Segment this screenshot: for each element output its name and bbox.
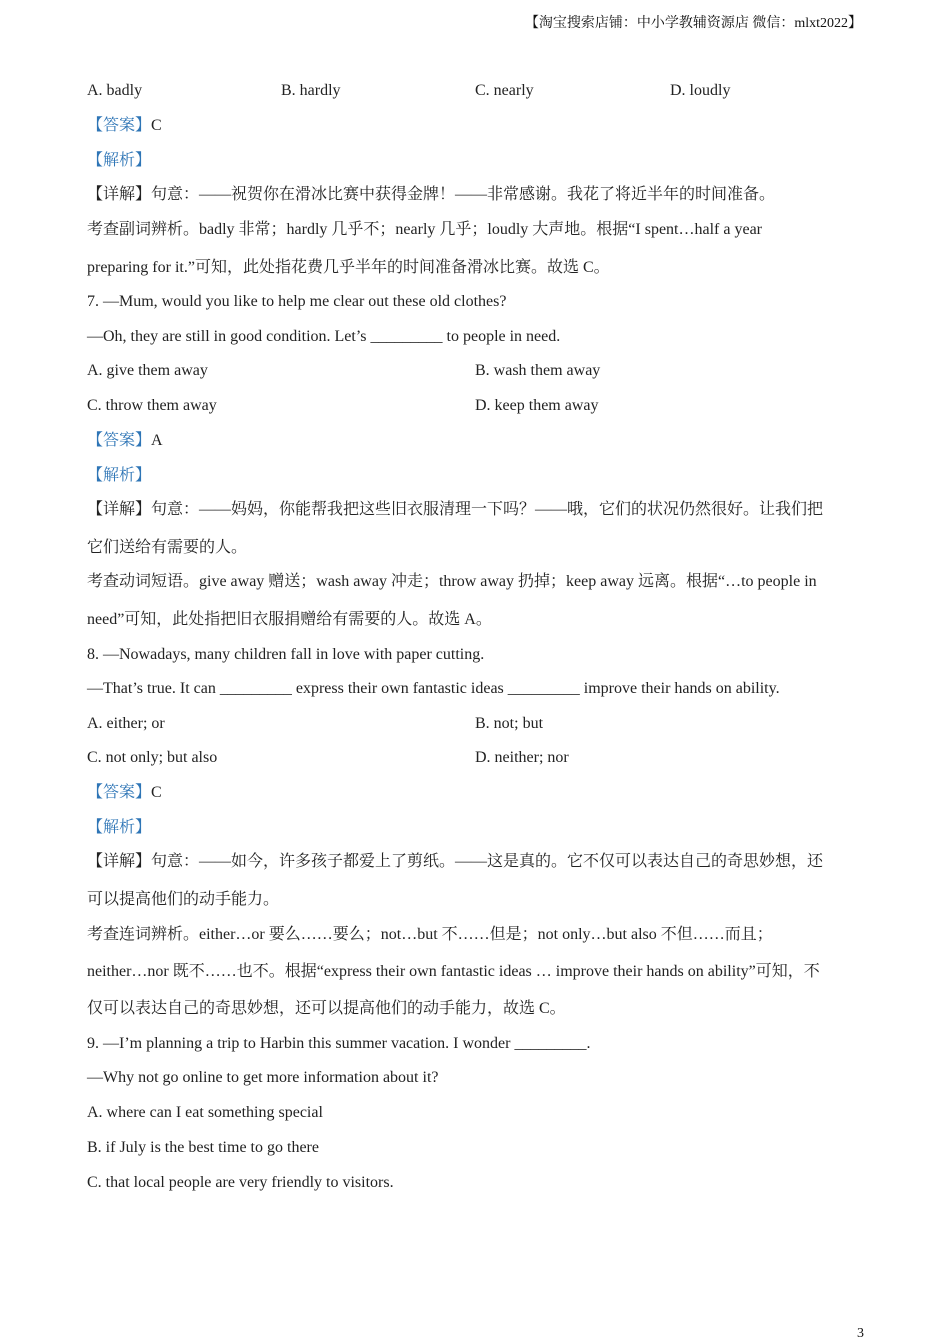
answer-tag: 【答案】 (87, 432, 152, 449)
q8-detail-cont: 可以提高他们的动手能力。 (87, 891, 280, 908)
q7-option-a: A. give them away (87, 362, 208, 379)
page-number: 3 (857, 1326, 864, 1341)
q9-stem-2: —Why not go online to get more information about it? (87, 1069, 439, 1086)
q8-detail: 【详解】句意：——如今，许多孩子都爱上了剪纸。——这是真的。它不仅可以表达自己的奇思妙想，还 (87, 853, 824, 870)
q9-stem-1: 9. —I’m planning a trip to Harbin this summer vacation. I wonder _________. (87, 1035, 591, 1052)
q6-analysis-tag: 【解析】 (87, 152, 152, 169)
q9-option-a: A. where can I eat something special (87, 1104, 323, 1121)
q6-detail-3: preparing for it.”可知，此处指花费几乎半年的时间准备滑冰比赛。故选 C。 (87, 259, 610, 276)
q6-option-b: B. hardly (281, 82, 341, 99)
q7-detail: 【详解】句意：——妈妈，你能帮我把这些旧衣服清理一下吗？——哦，它们的状况仍然很好。让我们把 (87, 501, 824, 518)
q8-stem-1: 8. —Nowadays, many children fall in love with paper cutting. (87, 646, 485, 663)
q7-option-c: C. throw them away (87, 397, 217, 414)
answer-value: C (151, 117, 162, 134)
q7-analysis-tag: 【解析】 (87, 467, 152, 484)
q8-analysis-tag: 【解析】 (87, 819, 152, 836)
q7-stem-2: —Oh, they are still in good condition. Let’s _________ to people in need. (87, 328, 561, 345)
q7-option-d: D. keep them away (475, 397, 599, 414)
q9-option-c: C. that local people are very friendly to visitors. (87, 1174, 394, 1191)
q7-detail-2: 考查动词短语。give away 赠送；wash away 冲走；throw away 扔掉；keep away 远离。根据“…to people in (87, 573, 817, 590)
q8-option-a: A. either; or (87, 715, 165, 732)
q6-option-d: D. loudly (670, 82, 731, 99)
q8-answer (87, 782, 162, 804)
q6-option-a: A. badly (87, 82, 143, 99)
answer-tag: 【答案】 (87, 784, 152, 801)
q7-detail-cont: 它们送给有需要的人。 (87, 539, 248, 556)
q8-detail-3: neither…nor 既不……也不。根据“express their own fantastic ideas … improve their hands on ability”可知，不 (87, 963, 820, 980)
q8-option-d: D. neither; nor (475, 749, 569, 766)
q8-stem-2: —That’s true. It can _________ express their own fantastic ideas _________ improve their hands on ability. (87, 680, 780, 697)
q6-option-c: C. nearly (475, 82, 534, 99)
q6-answer (87, 115, 162, 137)
q7-answer (87, 430, 163, 452)
q7-option-b: B. wash them away (475, 362, 601, 379)
q6-detail: 【详解】句意：——祝贺你在滑冰比赛中获得金牌！——非常感谢。我花了将近半年的时间准备。 (87, 186, 776, 203)
q9-option-b: B. if July is the best time to go there (87, 1139, 319, 1156)
q7-detail-3: need”可知，此处指把旧衣服捐赠给有需要的人。故选 A。 (87, 611, 492, 628)
q8-option-c: C. not only; but also (87, 749, 218, 766)
q8-detail-4: 仅可以表达自己的奇思妙想，还可以提高他们的动手能力，故选 C。 (87, 1000, 566, 1017)
q7-stem-1: 7. —Mum, would you like to help me clear out these old clothes? (87, 293, 507, 310)
page-header: 【淘宝搜索店铺：中小学教辅资源店 微信：mlxt2022】 (524, 16, 862, 31)
answer-tag: 【答案】 (87, 117, 152, 134)
q8-option-b: B. not; but (475, 715, 544, 732)
answer-value: C (151, 784, 162, 801)
answer-value: A (151, 432, 163, 449)
q8-detail-2: 考查连词辨析。either…or 要么……要么；not…but 不……但是；not only…but also 不但……而且； (87, 926, 773, 943)
q6-detail-2: 考查副词辨析。badly 非常；hardly 几乎不；nearly 几乎；loudly 大声地。根据“I spent…half a year (87, 221, 763, 238)
